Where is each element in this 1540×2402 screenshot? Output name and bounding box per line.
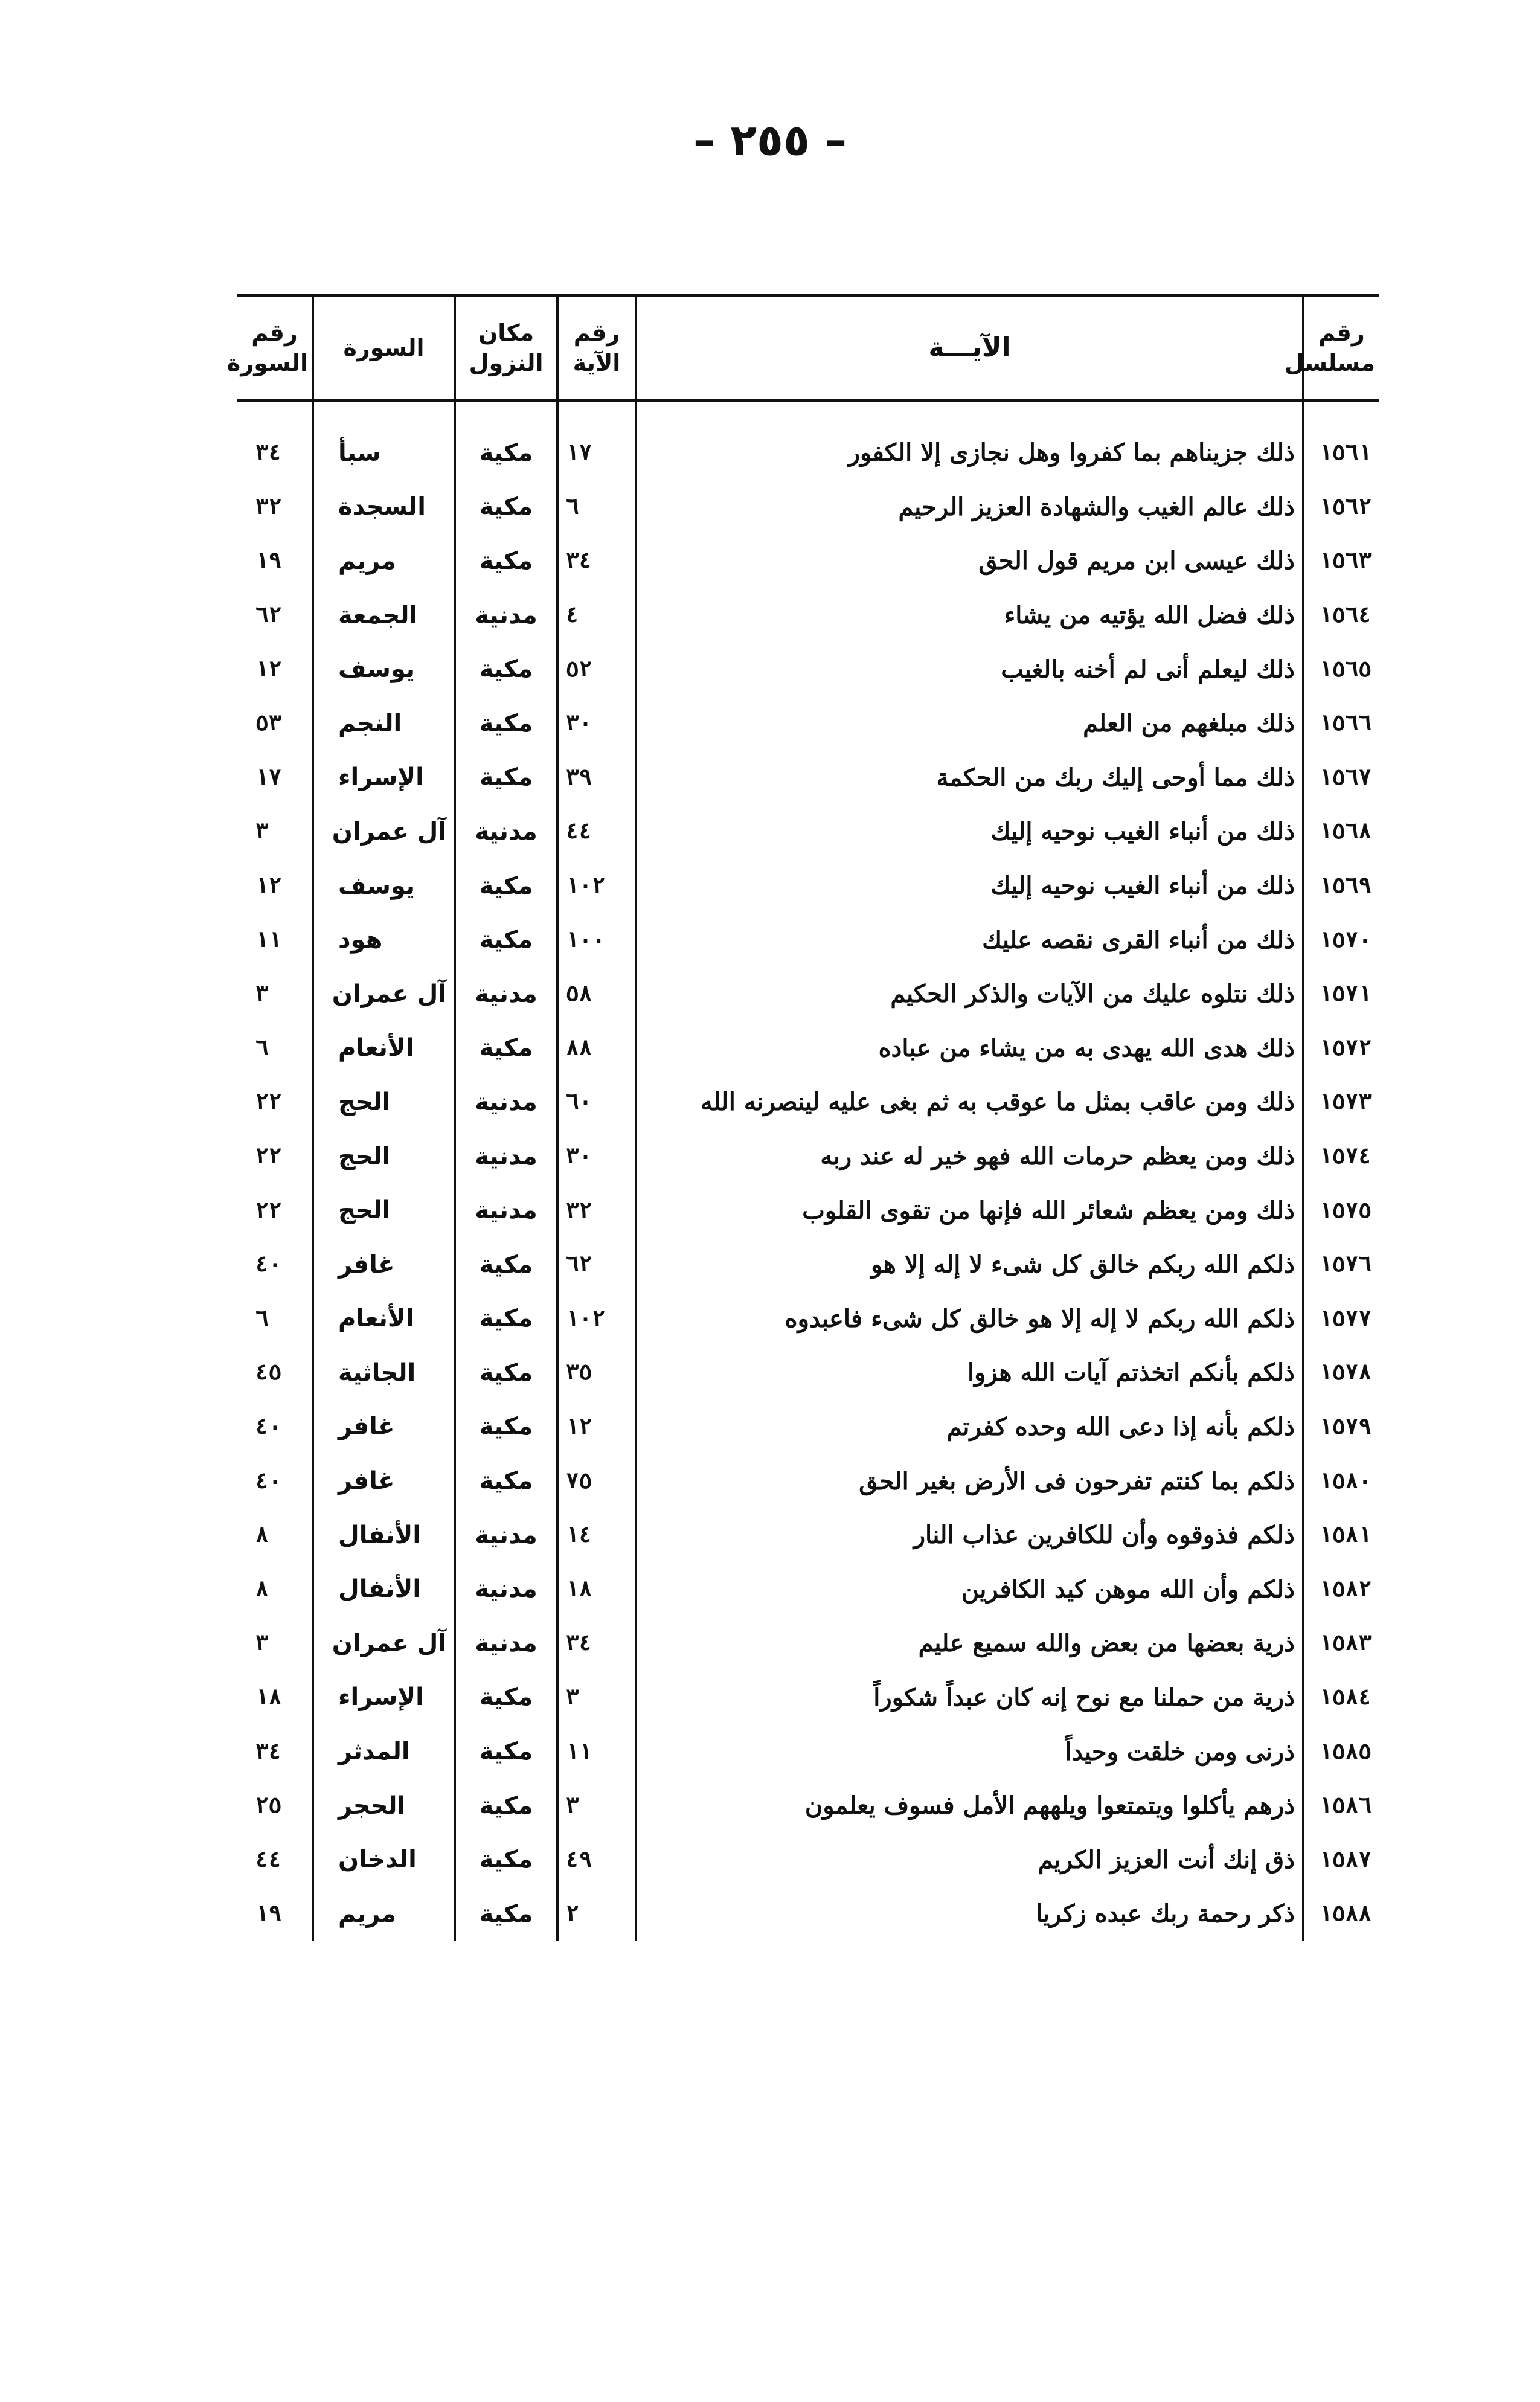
verse-number-cell: ٤٤ [557, 804, 636, 859]
surah-cell: الإسراء [313, 1671, 455, 1725]
table-row [237, 859, 1379, 913]
serial-cell: ١٥٧٥ [1303, 1183, 1379, 1238]
verse-cell: ذلك مما أوحى إليك ربك من الحكمة [636, 751, 1303, 805]
verse-cell: ذلكم الله ربكم خالق كل شىء لا إله إلا هو [636, 1238, 1303, 1292]
serial-cell: ١٥٧١ [1303, 967, 1379, 1021]
place-cell: مكية [455, 480, 557, 535]
verse-number-cell: ١٤ [557, 1508, 636, 1562]
verse-number-cell: ٦٢ [557, 1238, 636, 1292]
verse-number-cell: ١٠٢ [557, 1292, 636, 1346]
serial-cell: ١٥٦٢ [1303, 480, 1379, 535]
surah-cell: الدخان [313, 1832, 455, 1887]
verse-number-cell: ٤٩ [557, 1832, 636, 1887]
verse-number-cell: ٦٠ [557, 1075, 636, 1129]
surah-cell: آل عمران [313, 1616, 455, 1671]
verse-number-cell: ٣٩ [557, 751, 636, 805]
verse-number-cell: ١٧ [557, 400, 636, 480]
table-row [237, 1562, 1379, 1616]
serial-cell: ١٥٨٤ [1303, 1671, 1379, 1725]
surah-number-cell: ١٩ [255, 1901, 282, 1927]
verse-cell: ذرنى ومن خلقت وحيداً [636, 1724, 1303, 1779]
surah-number-cell: ٨ [255, 1576, 269, 1602]
verse-number-cell: ١٢ [557, 1400, 636, 1454]
verse-number-cell: ٣ [557, 1671, 636, 1725]
verse-cell: ذلكم الله ربكم لا إله إلا هو خالق كل شىء فاعبدوه [636, 1292, 1303, 1346]
surah-cell: غافر [313, 1238, 455, 1292]
surah-number-cell: ٣ [255, 819, 269, 844]
table-row [237, 1671, 1379, 1725]
verse-cell: ذرية من حملنا مع نوح إنه كان عبداً شكوراً [636, 1671, 1303, 1725]
verse-index-table [226, 294, 1379, 1941]
surah-number-cell: ٢٢ [255, 1090, 282, 1115]
verse-number-cell: ١١ [557, 1724, 636, 1779]
verse-number-cell: ٣ [557, 1779, 636, 1833]
header-surah-number: رقم السورة [237, 296, 313, 400]
verse-number-cell: ٢ [557, 1887, 636, 1941]
table-row [237, 1346, 1379, 1400]
surah-cell: غافر [313, 1454, 455, 1508]
surah-cell: غافر [313, 1400, 455, 1454]
verse-cell: ذلك عيسى ابن مريم قول الحق [636, 534, 1303, 588]
surah-number-cell: ١٢ [255, 873, 282, 899]
surah-number-cell: ١٢ [255, 657, 282, 682]
serial-cell: ١٥٦٦ [1303, 696, 1379, 751]
serial-cell: ١٥٨٢ [1303, 1562, 1379, 1616]
surah-number-cell: ٤٥ [255, 1360, 282, 1386]
serial-cell: ١٥٧٤ [1303, 1129, 1379, 1184]
serial-cell: ١٥٧٦ [1303, 1238, 1379, 1292]
surah-number-cell: ٣٤ [255, 1739, 282, 1764]
serial-cell: ١٥٦٤ [1303, 588, 1379, 643]
verse-cell: ذرية بعضها من بعض والله سميع عليم [636, 1616, 1303, 1671]
table-row [237, 1724, 1379, 1779]
place-cell: مكية [455, 751, 557, 805]
verse-cell: ذلك ومن يعظم حرمات الله فهو خير له عند ربه [636, 1129, 1303, 1184]
serial-cell: ١٥٧٧ [1303, 1292, 1379, 1346]
verse-cell: ذلك عالم الغيب والشهادة العزيز الرحيم [636, 480, 1303, 535]
surah-cell: الجاثية [313, 1346, 455, 1400]
place-cell: مكية [455, 696, 557, 751]
surah-number-cell: ١٩ [255, 548, 282, 574]
verse-number-cell: ٤ [557, 588, 636, 643]
verse-number-cell: ٣٠ [557, 1129, 636, 1184]
serial-cell: ١٥٨٣ [1303, 1616, 1379, 1671]
verse-cell: ذلك هدى الله يهدى به من يشاء من عباده [636, 1021, 1303, 1076]
place-cell: مكية [455, 1724, 557, 1779]
surah-number-cell: ٢٥ [255, 1793, 282, 1819]
table-row [237, 1454, 1379, 1508]
surah-number-cell: ٦٢ [255, 603, 282, 628]
surah-number-cell: ٣٤ [255, 440, 282, 466]
verse-cell: ذلك نتلوه عليك من الآيات والذكر الحكيم [636, 967, 1303, 1021]
surah-cell: السجدة [313, 480, 455, 535]
place-cell: مدنية [455, 804, 557, 859]
surah-number-cell: ٦ [255, 1306, 269, 1331]
place-cell: مكية [455, 1400, 557, 1454]
place-cell: مدنية [455, 1075, 557, 1129]
surah-number-cell: ٤٤ [255, 1847, 282, 1872]
surah-number-cell: ١٧ [255, 765, 282, 790]
verse-cell: ذلك من أنباء القرى نقصه عليك [636, 913, 1303, 967]
place-cell: مكية [455, 1454, 557, 1508]
serial-cell: ١٥٦٨ [1303, 804, 1379, 859]
verse-number-cell: ٣٤ [557, 534, 636, 588]
surah-cell: الأنفال [313, 1508, 455, 1562]
place-cell: مكية [455, 1238, 557, 1292]
serial-cell: ١٥٦٥ [1303, 642, 1379, 696]
surah-number-cell: ٣ [255, 1631, 269, 1656]
table-row [237, 1183, 1379, 1238]
place-cell: مكية [455, 1671, 557, 1725]
verse-cell: ذلك من أنباء الغيب نوحيه إليك [636, 804, 1303, 859]
page-number: – ٢٥٥ – [693, 115, 847, 165]
table-row [237, 1238, 1379, 1292]
place-cell: مدنية [455, 967, 557, 1021]
verse-number-cell: ٣٠ [557, 696, 636, 751]
serial-cell: ١٥٨٧ [1303, 1832, 1379, 1887]
table-row [237, 913, 1379, 967]
surah-cell: الأنعام [313, 1021, 455, 1076]
surah-cell: آل عمران [313, 967, 455, 1021]
verse-cell: ذلكم بأنه إذا دعى الله وحده كفرتم [636, 1400, 1303, 1454]
verse-number-cell: ١٠٢ [557, 859, 636, 913]
place-cell: مكية [455, 859, 557, 913]
place-cell: مكية [455, 1021, 557, 1076]
table-body [237, 400, 1379, 1941]
surah-cell: المدثر [313, 1724, 455, 1779]
verse-number-cell: ٣٢ [557, 1183, 636, 1238]
table-row [237, 1887, 1379, 1941]
place-cell: مكية [455, 1292, 557, 1346]
serial-cell: ١٥٨٥ [1303, 1724, 1379, 1779]
table-row [237, 480, 1379, 535]
place-cell: مدنية [455, 1562, 557, 1616]
place-cell: مكية [455, 1779, 557, 1833]
serial-cell: ١٥٨١ [1303, 1508, 1379, 1562]
place-cell: مدنية [455, 588, 557, 643]
verse-cell: ذلكم فذوقوه وأن للكافرين عذاب النار [636, 1508, 1303, 1562]
surah-cell: النجم [313, 696, 455, 751]
surah-cell: الحج [313, 1183, 455, 1238]
verse-cell: ذلكم وأن الله موهن كيد الكافرين [636, 1562, 1303, 1616]
surah-cell: الجمعة [313, 588, 455, 643]
verse-cell: ذق إنك أنت العزيز الكريم [636, 1832, 1303, 1887]
surah-number-cell: ١١ [255, 927, 282, 952]
surah-number-cell: ٣ [255, 981, 269, 1007]
surah-number-cell: ٤٠ [255, 1414, 282, 1439]
verse-number-cell: ١٨ [557, 1562, 636, 1616]
surah-cell: يوسف [313, 642, 455, 696]
table-row [237, 1779, 1379, 1833]
surah-cell: مريم [313, 534, 455, 588]
surah-number-cell: ٢٢ [255, 1144, 282, 1169]
table-row [237, 1616, 1379, 1671]
place-cell: مدنية [455, 1616, 557, 1671]
table-row [237, 967, 1379, 1021]
surah-cell: آل عمران [313, 804, 455, 859]
header-verse: الآيـــة [636, 296, 1303, 400]
header-place: مكان النزول [455, 296, 557, 400]
surah-number-cell: ٤٠ [255, 1252, 282, 1277]
surah-cell: الحج [313, 1075, 455, 1129]
place-cell: مكية [455, 400, 557, 480]
serial-cell: ١٥٧٨ [1303, 1346, 1379, 1400]
surah-number-cell: ١٨ [255, 1684, 282, 1710]
verse-number-cell: ٧٥ [557, 1454, 636, 1508]
place-cell: مكية [455, 1346, 557, 1400]
place-cell: مكية [455, 642, 557, 696]
table-header-row [237, 296, 1379, 400]
verse-number-cell: ٦ [557, 480, 636, 535]
place-cell: مكية [455, 1887, 557, 1941]
surah-cell: مريم [313, 1887, 455, 1941]
table-row [237, 642, 1379, 696]
table-row [237, 1075, 1379, 1129]
verse-number-cell: ١٠٠ [557, 913, 636, 967]
surah-number-cell: ٨ [255, 1523, 269, 1548]
surah-cell: يوسف [313, 859, 455, 913]
header-serial: رقم مسلسل [1303, 296, 1379, 400]
place-cell: مكية [455, 913, 557, 967]
verse-cell: ذلك ليعلم أنى لم أخنه بالغيب [636, 642, 1303, 696]
surah-number-cell: ٦ [255, 1035, 269, 1061]
place-cell: مكية [455, 1832, 557, 1887]
verse-cell: ذلكم بأنكم اتخذتم آيات الله هزوا [636, 1346, 1303, 1400]
serial-cell: ١٥٧٣ [1303, 1075, 1379, 1129]
verse-cell: ذلك فضل الله يؤتيه من يشاء [636, 588, 1303, 643]
table-row [237, 1832, 1379, 1887]
verse-number-cell: ٣٥ [557, 1346, 636, 1400]
serial-cell: ١٥٧٩ [1303, 1400, 1379, 1454]
table-row [237, 1292, 1379, 1346]
table-row [237, 1129, 1379, 1184]
verse-number-cell: ٥٢ [557, 642, 636, 696]
verse-cell: ذلك جزيناهم بما كفروا وهل نجازى إلا الكفور [636, 400, 1303, 480]
surah-cell: الحجر [313, 1779, 455, 1833]
table-row [237, 1508, 1379, 1562]
surah-cell: سبأ [313, 400, 455, 480]
verse-cell: ذلك ومن عاقب بمثل ما عوقب به ثم بغى عليه لينصرنه الله [636, 1075, 1303, 1129]
verse-cell: ذرهم يأكلوا ويتمتعوا ويلههم الأمل فسوف يعلمون [636, 1779, 1303, 1833]
verse-cell: ذكر رحمة ربك عبده زكريا [636, 1887, 1303, 1941]
serial-cell: ١٥٦٩ [1303, 859, 1379, 913]
serial-cell: ١٥٦١ [1303, 400, 1379, 480]
verse-cell: ذلك ومن يعظم شعائر الله فإنها من تقوى القلوب [636, 1183, 1303, 1238]
place-cell: مدنية [455, 1129, 557, 1184]
table-row [237, 804, 1379, 859]
serial-cell: ١٥٨٦ [1303, 1779, 1379, 1833]
table-row [237, 751, 1379, 805]
serial-cell: ١٥٦٧ [1303, 751, 1379, 805]
surah-number-cell: ٣٢ [255, 494, 282, 519]
place-cell: مكية [455, 534, 557, 588]
verse-cell: ذلك من أنباء الغيب نوحيه إليك [636, 859, 1303, 913]
surah-number-cell: ٥٣ [255, 711, 282, 736]
serial-cell: ١٥٧٠ [1303, 913, 1379, 967]
table-row [237, 1021, 1379, 1076]
table-row [237, 588, 1379, 643]
table-row [237, 534, 1379, 588]
place-cell: مدنية [455, 1183, 557, 1238]
verse-number-cell: ٨٨ [557, 1021, 636, 1076]
surah-cell: هود [313, 913, 455, 967]
surah-number-cell: ٢٢ [255, 1198, 282, 1223]
surah-cell: الإسراء [313, 751, 455, 805]
surah-cell: الأنفال [313, 1562, 455, 1616]
surah-cell: الأنعام [313, 1292, 455, 1346]
header-surah: السورة [313, 296, 455, 400]
table-row [237, 400, 1379, 480]
verse-cell: ذلكم بما كنتم تفرحون فى الأرض بغير الحق [636, 1454, 1303, 1508]
serial-cell: ١٥٨٨ [1303, 1887, 1379, 1941]
verse-number-cell: ٣٤ [557, 1616, 636, 1671]
surah-cell: الحج [313, 1129, 455, 1184]
table-row [237, 1400, 1379, 1454]
surah-number-cell: ٤٠ [255, 1468, 282, 1494]
verse-cell: ذلك مبلغهم من العلم [636, 696, 1303, 751]
serial-cell: ١٥٨٠ [1303, 1454, 1379, 1508]
serial-cell: ١٥٧٢ [1303, 1021, 1379, 1076]
serial-cell: ١٥٦٣ [1303, 534, 1379, 588]
place-cell: مدنية [455, 1508, 557, 1562]
verse-number-cell: ٥٨ [557, 967, 636, 1021]
table-row [237, 696, 1379, 751]
header-verse-number: رقم الآية [557, 296, 636, 400]
verse-index-table-container [226, 294, 1379, 1941]
